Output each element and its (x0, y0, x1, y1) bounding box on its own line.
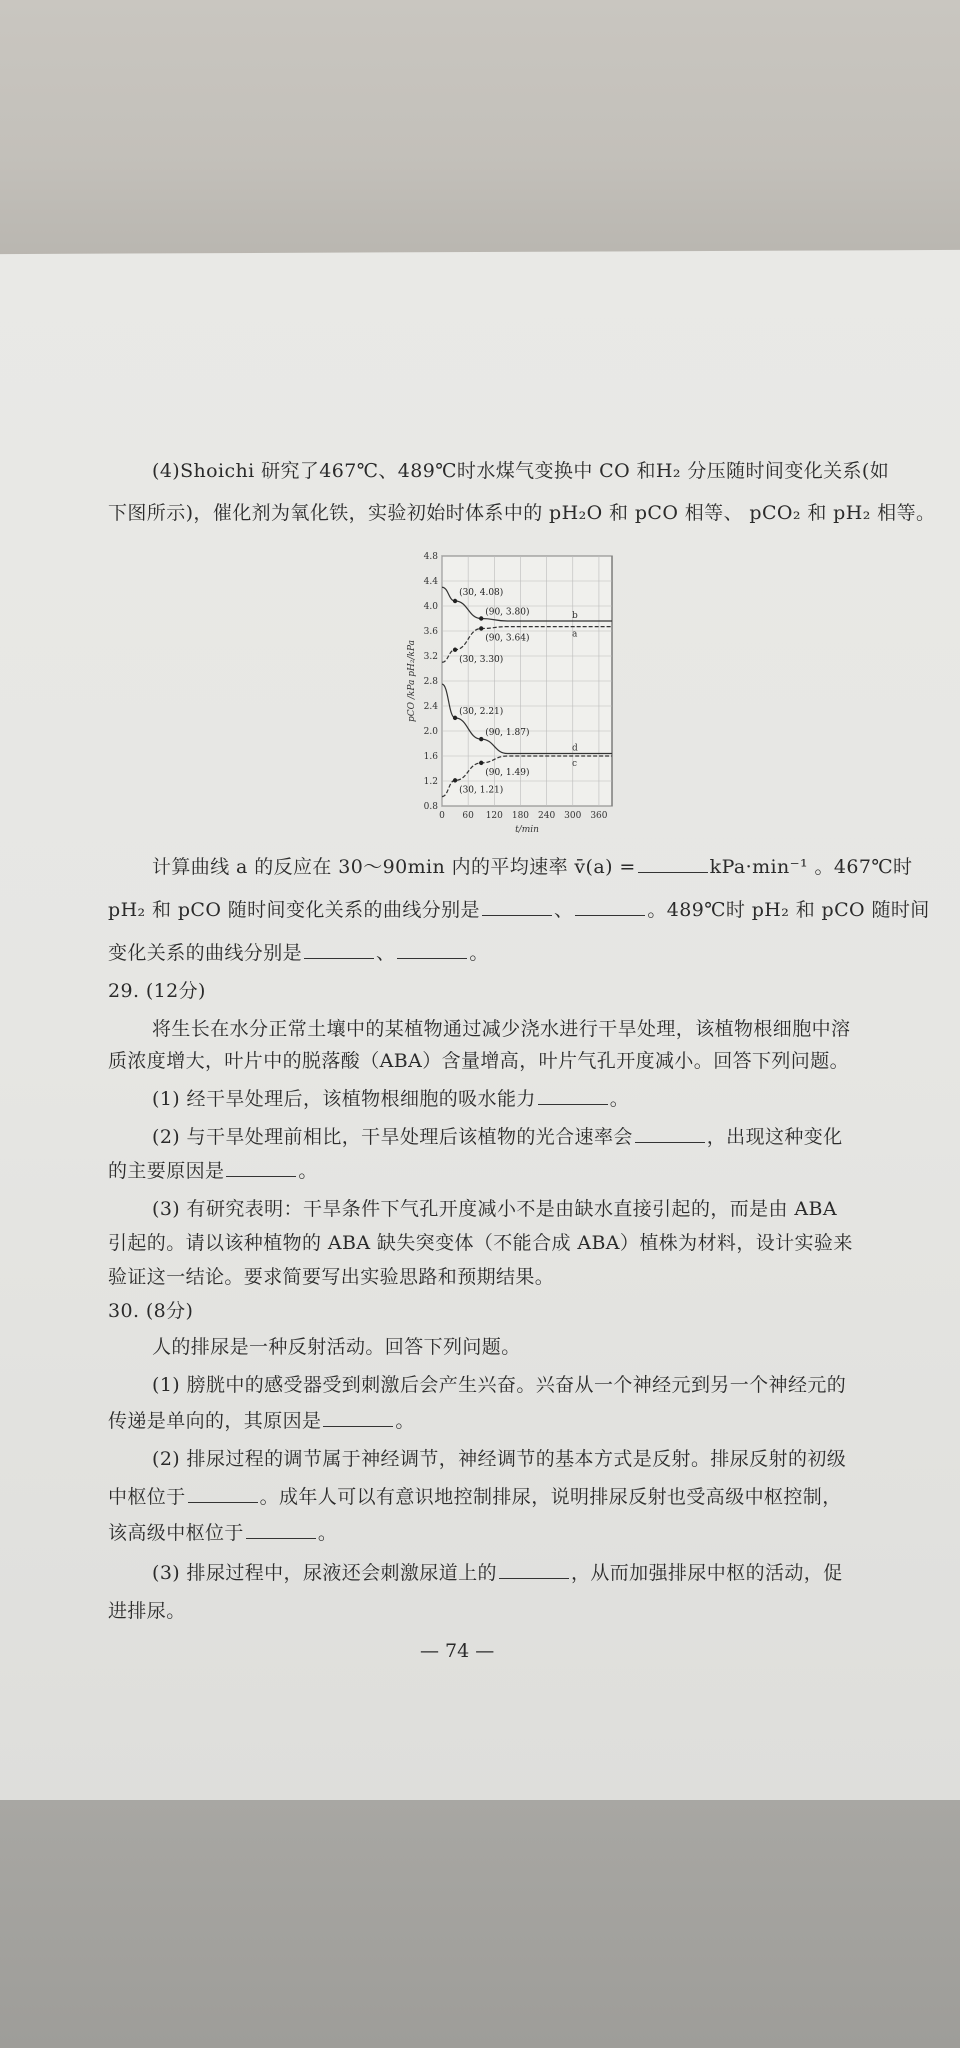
separator: 、 (553, 899, 574, 921)
q30-subq1-line2 (108, 1408, 888, 1434)
answer-blank (323, 1408, 393, 1427)
answer-blank (575, 897, 645, 916)
series-label-d: d (572, 743, 578, 754)
y-tick-label: 2.4 (423, 702, 438, 712)
answer-blank (499, 1560, 569, 1579)
q28-part4-line2: 下图所示)，催化剂为氧化铁，实验初始时体系中的 pH₂O 和 pCO 相等、 pCO₂ 和 pH₂ 相等。 (108, 502, 936, 524)
q28-part4-line4 (108, 897, 930, 923)
q30-subq2-line2 (108, 1484, 888, 1510)
point-annotation: (90, 1.87) (485, 728, 530, 739)
point-annotation: (90, 3.80) (485, 607, 530, 618)
q30-subq3-line1 (152, 1560, 932, 1586)
data-point (479, 616, 483, 620)
series-label-a: a (572, 629, 578, 640)
q29-subq1-text: (1) 经干旱处理后，该植物根细胞的吸水能力 (152, 1088, 536, 1110)
q29-subq2-line2 (108, 1158, 888, 1184)
q30-subq1b-text: 传递是单向的，其原因是 (108, 1410, 322, 1432)
q30-subq2-line3 (108, 1520, 888, 1546)
data-point (479, 626, 483, 630)
q29-subq3-line1: (3) 有研究表明：干旱条件下气孔开度减小不是由缺水直接引起的，而是由 ABA (152, 1198, 837, 1220)
x-tick-label: 360 (590, 811, 608, 821)
q29-heading: 29. (12分) (108, 980, 206, 1002)
answer-blank (304, 940, 374, 959)
y-tick-label: 2.8 (423, 677, 438, 687)
answer-blank (482, 897, 552, 916)
y-tick-label: 4.8 (423, 552, 438, 562)
q29-subq3-line2: 引起的。请以该种植物的 ABA 缺失突变体（不能合成 ABA）植株为材料，设计实验来 (108, 1232, 853, 1254)
x-tick-label: 0 (439, 811, 445, 821)
period: 。 (395, 1410, 415, 1432)
data-point (453, 648, 457, 652)
data-point (453, 778, 457, 782)
partial-pressure-chart (380, 548, 620, 846)
y-tick-label: 3.6 (423, 627, 438, 637)
series-label-b: b (572, 611, 578, 621)
point-annotation: (30, 2.21) (459, 706, 504, 717)
q29-subq1 (152, 1086, 932, 1112)
x-axis-label: t/min (515, 825, 539, 835)
x-tick-label: 60 (462, 811, 474, 821)
data-point (479, 761, 483, 765)
answer-blank (638, 854, 708, 873)
q30-heading: 30. (8分) (108, 1300, 194, 1322)
answer-blank (188, 1484, 258, 1503)
answer-blank (538, 1086, 608, 1105)
q30-subq2-line1: (2) 排尿过程的调节属于神经调节，神经调节的基本方式是反射。排尿反射的初级 (152, 1448, 847, 1470)
curve-question-467: pH₂ 和 pCO 随时间变化关系的曲线分别是 (108, 899, 480, 921)
q29-paragraph-line1: 将生长在水分正常土壤中的某植物通过减少浇水进行干旱处理，该植物根细胞中溶 (152, 1018, 851, 1040)
point-annotation: (30, 1.21) (459, 785, 504, 796)
x-tick-label: 240 (538, 811, 556, 821)
data-point (453, 716, 457, 720)
y-axis-label: pCO /kPa pH₂/kPa (407, 640, 417, 722)
y-tick-label: 2.0 (423, 727, 438, 737)
point-annotation: (30, 3.30) (459, 654, 504, 665)
y-tick-label: 1.6 (423, 752, 438, 762)
rate-question-text: 计算曲线 a 的反应在 30～90min 内的平均速率 v̄(a) = (152, 856, 636, 878)
q30-subq1-line1: (1) 膀胱中的感受器受到刺激后会产生兴奋。兴奋从一个神经元到另一个神经元的 (152, 1374, 847, 1396)
q29-subq3-line3: 验证这一结论。要求简要写出实验思路和预期结果。 (108, 1266, 555, 1288)
q28-part4-line5 (108, 940, 888, 966)
x-tick-label: 180 (511, 811, 530, 821)
q30-subq3-tail: ，从而加强排尿中枢的活动，促 (570, 1562, 843, 1584)
point-annotation: (90, 1.49) (485, 767, 530, 778)
curve-question-tail: 变化关系的曲线分别是 (108, 942, 303, 964)
q28-part4-line1: (4)Shoichi 研究了467℃、489℃时水煤气变换中 CO 和H₂ 分压随时间变化关系(如 (152, 460, 890, 482)
q29-subq2b-text: 的主要原因是 (108, 1160, 225, 1182)
q30-paragraph: 人的排尿是一种反射活动。回答下列问题。 (152, 1336, 521, 1358)
rate-unit-text: kPa·min⁻¹ 。467℃时 (709, 856, 913, 878)
series-label-c: c (572, 759, 578, 769)
q29-subq2-tail: ，出现这种变化 (706, 1126, 843, 1148)
separator: 、 (376, 942, 396, 964)
y-tick-label: 4.4 (423, 577, 438, 587)
q29-subq2-text: (2) 与干旱处理前相比，干旱处理后该植物的光合速率会 (152, 1126, 633, 1148)
answer-blank (635, 1124, 705, 1143)
curve-question-489: 。489℃时 pH₂ 和 pCO 随时间 (647, 899, 930, 921)
q28-part4-line3 (152, 854, 932, 880)
period: 。 (298, 1160, 318, 1182)
answer-blank (246, 1520, 316, 1539)
y-tick-label: 4.0 (423, 602, 438, 612)
period: 。 (317, 1522, 338, 1544)
q30-subq2b-tail: 。成年人可以有意识地控制排尿，说明排尿反射也受高级中枢控制， (259, 1486, 842, 1508)
data-point (479, 737, 483, 741)
q30-subq2c-text: 该高级中枢位于 (108, 1522, 244, 1544)
y-tick-label: 1.2 (423, 777, 438, 787)
q30-subq3-line2: 进排尿。 (108, 1600, 186, 1622)
q29-subq2 (152, 1124, 932, 1150)
point-annotation: (30, 4.08) (459, 588, 504, 598)
x-tick-label: 120 (485, 811, 503, 821)
q30-subq2b-text: 中枢位于 (108, 1486, 186, 1508)
page-number: — 74 — (420, 1640, 495, 1662)
period: 。 (469, 942, 489, 964)
y-tick-label: 3.2 (423, 652, 438, 662)
q30-subq3-text: (3) 排尿过程中，尿液还会刺激尿道上的 (152, 1562, 497, 1584)
point-annotation: (90, 3.64) (485, 633, 530, 644)
answer-blank (397, 940, 467, 959)
y-tick-label: 0.8 (423, 802, 438, 812)
x-tick-label: 300 (564, 811, 582, 821)
data-point (453, 599, 457, 603)
q29-paragraph-line2: 质浓度增大，叶片中的脱落酸（ABA）含量增高，叶片气孔开度减小。回答下列问题。 (108, 1050, 850, 1072)
answer-blank (226, 1158, 296, 1177)
period: 。 (609, 1088, 630, 1110)
